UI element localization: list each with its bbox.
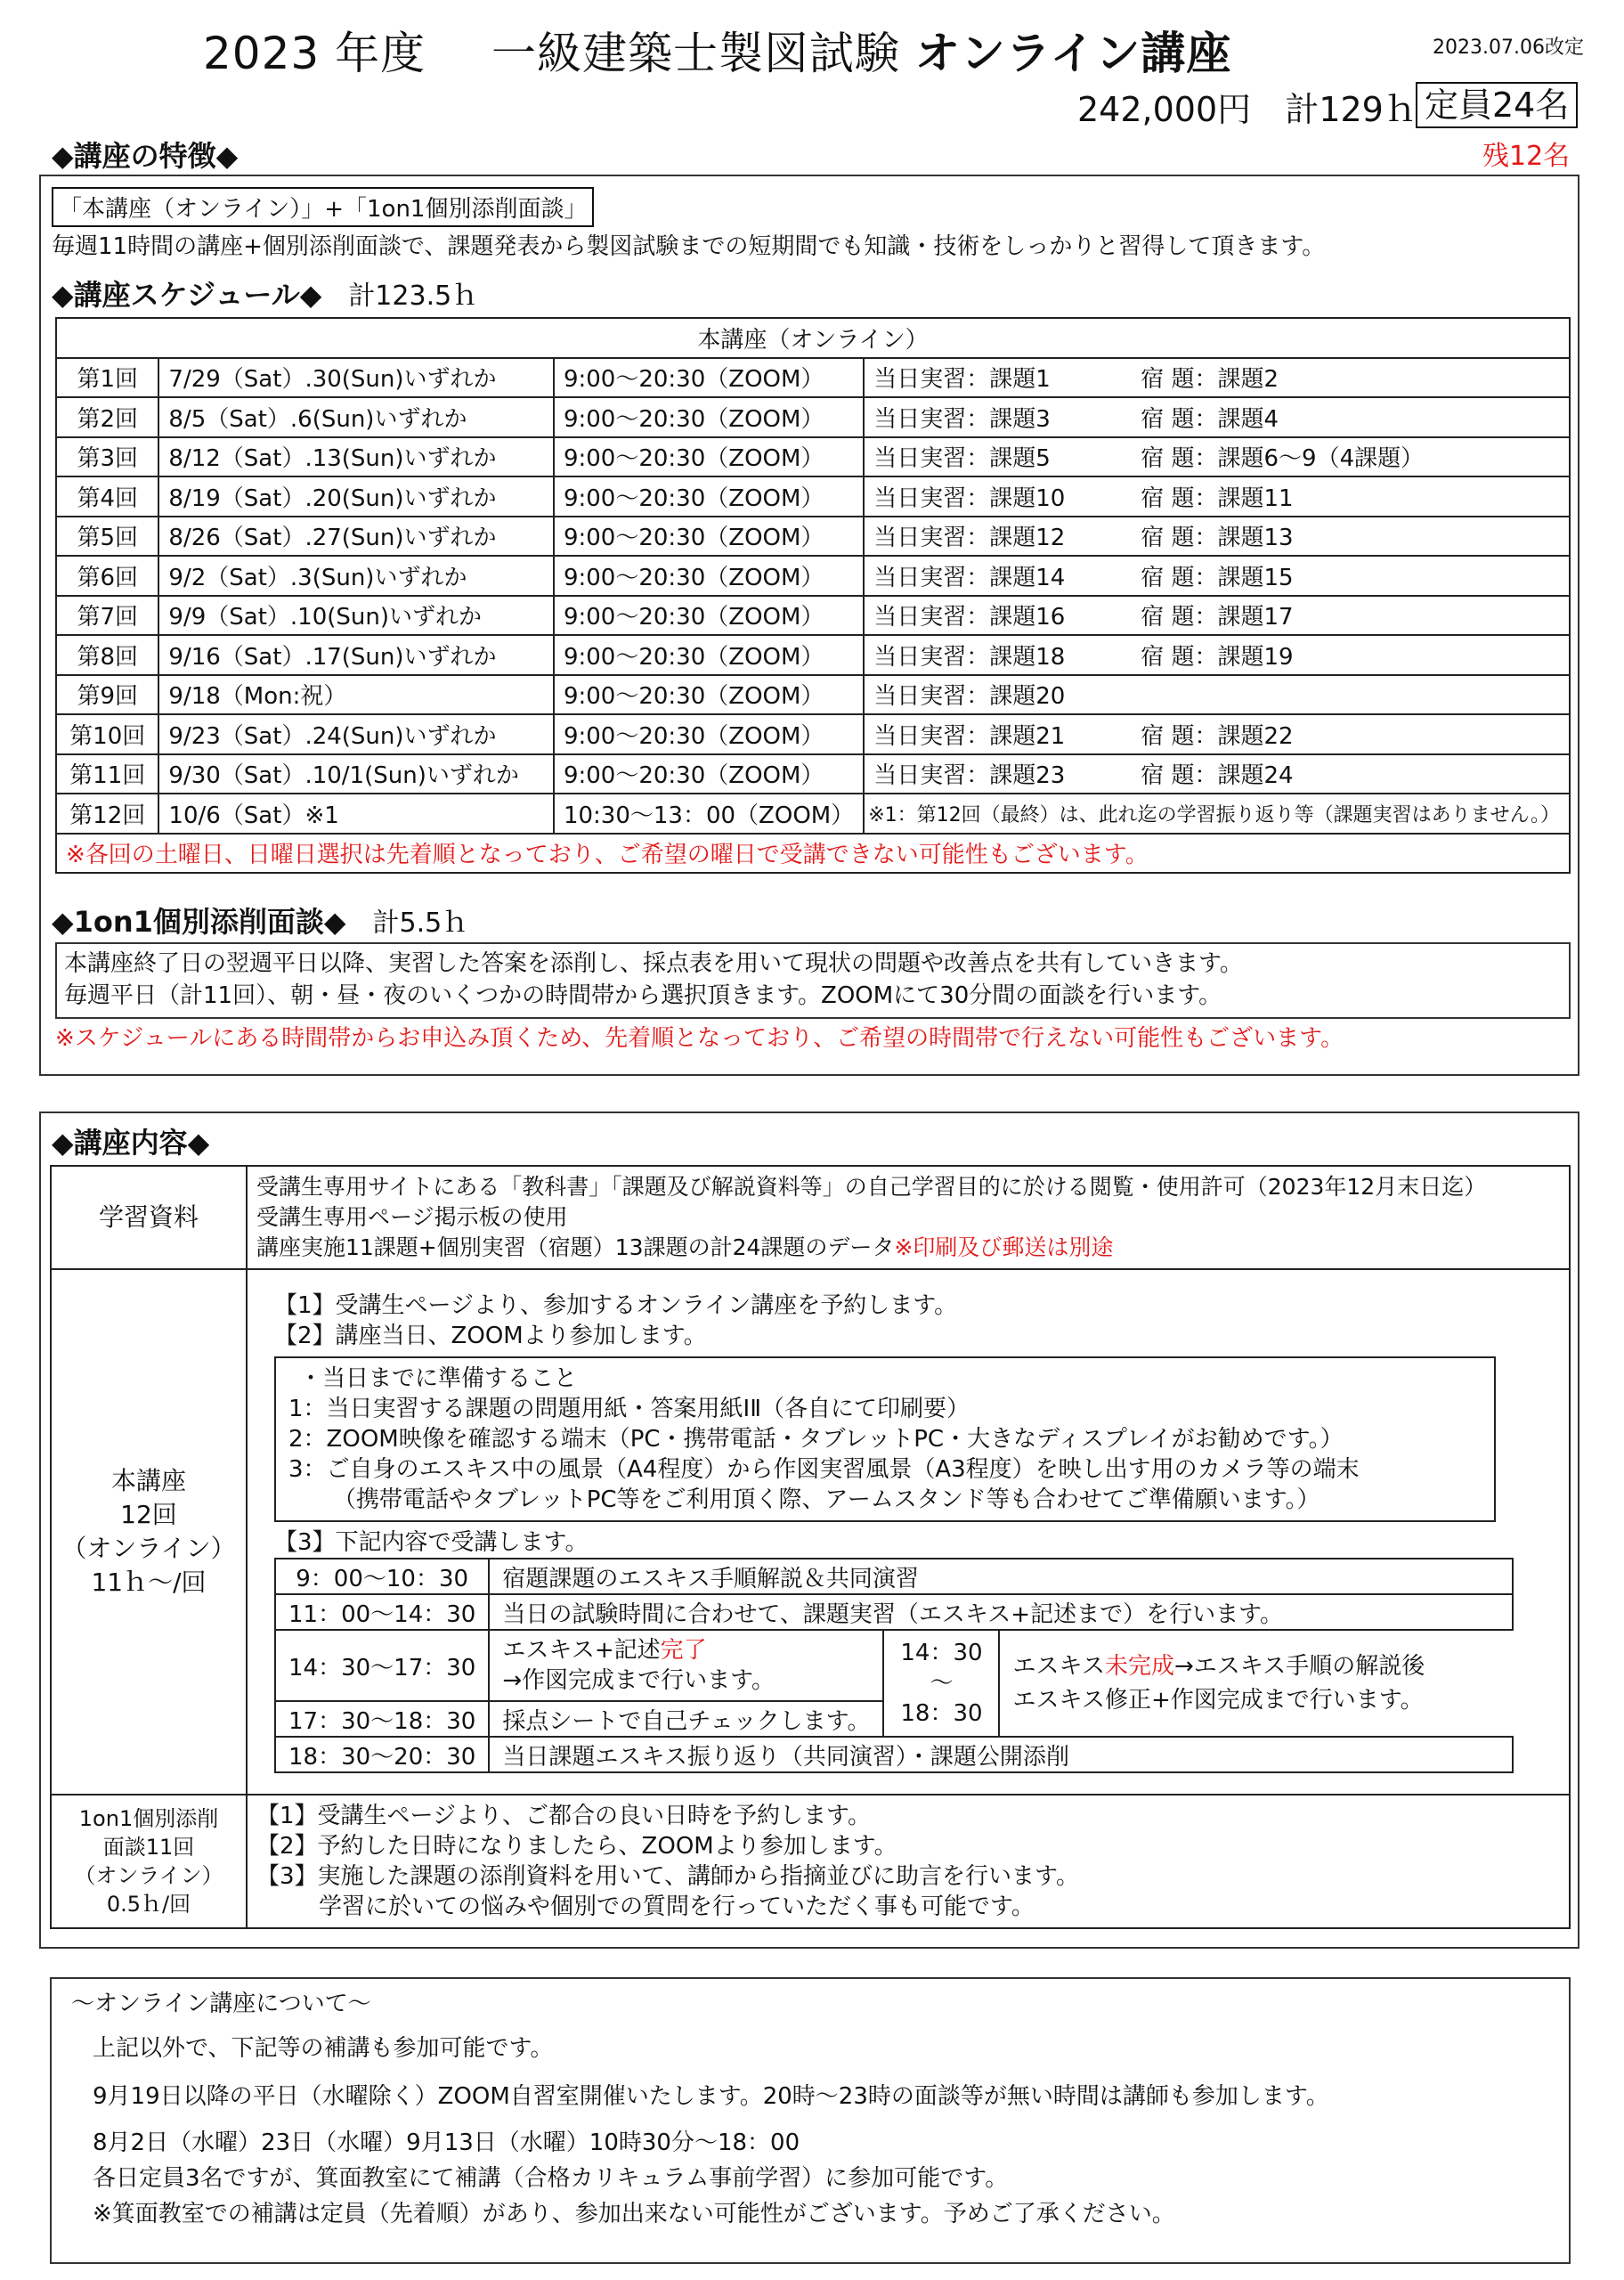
flow-time-2: 11：00～14：30 xyxy=(275,1594,489,1630)
one-on-one-line1: 本講座終了日の翌週平日以降、実習した答案を添削し、採点表を用いて現状の問題や改善点を共有していきます。 xyxy=(64,950,1243,977)
schedule-no: 第4回 xyxy=(56,476,158,517)
about-line1: 上記以外で、下記等の補講も参加可能です。 xyxy=(93,2035,554,2062)
flow-alt-a: エスキス xyxy=(1012,1653,1105,1680)
individual-label-1: 1on1個別添削 xyxy=(78,1806,219,1831)
main-course-row xyxy=(51,1269,1570,1795)
individual-row xyxy=(51,1795,1570,1928)
schedule-homework: 宿 題：課題4 xyxy=(1141,405,1279,433)
schedule-homework: 宿 題：課題11 xyxy=(1141,484,1294,512)
schedule-date: 10/6（Sat）※1 xyxy=(158,794,554,834)
schedule-homework: 宿 題：課題2 xyxy=(1141,366,1279,394)
flow-table xyxy=(274,1558,1514,1773)
one-on-one-note: ※スケジュールにある時間帯からお申込み頂くため、先着順となっており、ご希望の時間帯で行えない可能性もございます。 xyxy=(55,1025,1344,1052)
schedule-date: 9/23（Sat）.24(Sun)いずれか xyxy=(158,714,554,754)
schedule-tasks xyxy=(864,517,1570,557)
schedule-time: 9:00～20:30（ZOOM） xyxy=(554,517,864,557)
page-title xyxy=(203,18,1231,82)
features-tag: 「本講座（オンライン）」+「1on1個別添削面談」 xyxy=(52,187,594,227)
schedule-tasks xyxy=(864,556,1570,596)
prep-item2: 2：ZOOM映像を確認する端末（PC・携帯電話・タブレットPC・大きなディスプレイがお勧めです。） xyxy=(288,1426,1344,1453)
revision-date: 2023.07.06改定 xyxy=(1433,37,1584,59)
schedule-row xyxy=(56,714,1570,754)
main-step1: 【1】受講生ページより、参加するオンライン講座を予約します。 xyxy=(274,1292,958,1319)
schedule-date: 8/26（Sat）.27(Sun)いずれか xyxy=(158,517,554,557)
one-on-one-line2: 毎週平日（計11回）、朝・昼・夜のいくつかの時間帯から選択頂きます。ZOOMにて30分間の面談を行います。 xyxy=(64,982,1222,1009)
schedule-tasks xyxy=(864,358,1570,398)
flow-desc-3b: →作図完成まで行います。 xyxy=(502,1667,775,1694)
prep-item1: 1：当日実習する課題の問題用紙・答案用紙ⅠⅡ（各自にて印刷要） xyxy=(288,1396,970,1422)
schedule-date: 9/2（Sat）.3(Sun)いずれか xyxy=(158,556,554,596)
contents-table xyxy=(50,1165,1571,1929)
materials-line3 xyxy=(256,1233,1560,1263)
schedule-time: 9:00～20:30（ZOOM） xyxy=(554,635,864,675)
features-heading: ◆講座の特徴◆ xyxy=(52,134,243,175)
individual-body xyxy=(247,1795,1570,1928)
schedule-time: 9:00～20:30（ZOOM） xyxy=(554,675,864,715)
about-line4: 各日定員3名ですが、箕面教室にて補講（合格カリキュラム事前学習）に参加可能です。 xyxy=(93,2165,1009,2192)
flow-time-1: 9：00～10：30 xyxy=(275,1559,489,1594)
schedule-no: 第12回 xyxy=(56,794,158,834)
materials-row xyxy=(51,1166,1570,1269)
schedule-practice: 当日実習：課題12 xyxy=(873,525,1066,552)
price: 242,000円 xyxy=(1077,90,1252,129)
flow-alt-time xyxy=(883,1630,999,1737)
about-line3: 8月2日（水曜）23日（水曜）9月13日（水曜）10時30分～18：00 xyxy=(93,2129,800,2156)
schedule-no: 第11回 xyxy=(56,754,158,794)
schedule-tasks xyxy=(864,714,1570,754)
about-line2: 9月19日以降の平日（水曜除く）ZOOM自習室開催いたします。20時～23時の面談等が無い時間は講師も参加します。 xyxy=(93,2083,1329,2110)
main-label-3: （オンライン） xyxy=(61,1534,236,1563)
schedule-practice: 当日実習：課題23 xyxy=(873,762,1066,790)
flow-alt-incomplete: 未完成 xyxy=(1104,1653,1174,1680)
schedule-no: 第8回 xyxy=(56,635,158,675)
schedule-practice: 当日実習：課題21 xyxy=(873,722,1066,750)
schedule-row xyxy=(56,556,1570,596)
flow-time-3: 14：30～17：30 xyxy=(275,1630,489,1701)
schedule-no: 第7回 xyxy=(56,596,158,636)
main-step2: 【2】講座当日、ZOOMより参加します。 xyxy=(274,1323,707,1349)
individual-label-2: 面談11回 xyxy=(102,1835,195,1860)
schedule-homework: 宿 題：課題22 xyxy=(1141,722,1294,750)
total-hours: 計129ｈ xyxy=(1285,90,1417,129)
schedule-heading xyxy=(52,273,478,314)
schedule-practice: 当日実習：課題14 xyxy=(873,564,1066,591)
schedule-practice: 当日実習：課題5 xyxy=(873,445,1051,473)
schedule-date: 9/16（Sat）.17(Sun)いずれか xyxy=(158,635,554,675)
schedule-homework: 宿 題：課題24 xyxy=(1141,762,1294,790)
flow-desc-3 xyxy=(489,1630,883,1701)
prep-item3-note: （携帯電話やタブレットPC等をご利用頂く際、アームスタンド等も合わせてご準備願います。） xyxy=(333,1486,1320,1513)
schedule-homework: 宿 題：課題6～9（4課題） xyxy=(1141,445,1425,473)
capacity-badge: 定員24名 xyxy=(1416,82,1578,128)
schedule-practice: 当日実習：課題16 xyxy=(873,604,1066,631)
flow-desc-2: 当日の試験時間に合わせて、課題実習（エスキス+記述まで）を行います。 xyxy=(489,1594,1513,1630)
main-step3: 【3】下記内容で受講します。 xyxy=(274,1529,589,1556)
schedule-row xyxy=(56,517,1570,557)
individual-label xyxy=(51,1795,247,1928)
schedule-tasks xyxy=(864,754,1570,794)
flow-alt-desc xyxy=(999,1630,1513,1737)
flow-alt-time-start: 14：30 xyxy=(900,1640,983,1666)
main-label-2: 12回 xyxy=(120,1500,177,1529)
materials-line2: 受講生専用ページ掲示板の使用 xyxy=(256,1204,568,1230)
about-line5: ※箕面教室での補講は定員（先着順）があり、参加出来ない可能性がございます。予めご了承ください。 xyxy=(93,2201,1175,2227)
schedule-row xyxy=(56,754,1570,794)
schedule-row xyxy=(56,635,1570,675)
one-on-one-heading-text: ◆1on1個別添削面談◆ xyxy=(52,905,346,939)
title-course: 一級建築士製図試験 xyxy=(491,28,900,79)
schedule-date: 8/19（Sat）.20(Sun)いずれか xyxy=(158,476,554,517)
schedule-note: ※各回の土曜日、日曜日選択は先着順となっており、ご希望の曜日で受講できない可能性もございます。 xyxy=(56,834,1570,874)
schedule-date: 9/18（Mon:祝） xyxy=(158,675,554,715)
schedule-practice: 当日実習：課題20 xyxy=(873,683,1066,711)
schedule-header-row xyxy=(56,318,1570,358)
schedule-date: 7/29（Sat）.30(Sun)いずれか xyxy=(158,358,554,398)
title-year: 2023 年度 xyxy=(203,28,426,79)
individual-line3: 【3】実施した課題の添削資料を用いて、講師から指摘並びに助言を行います。 xyxy=(256,1863,1079,1890)
schedule-no: 第1回 xyxy=(56,358,158,398)
schedule-row xyxy=(56,437,1570,477)
schedule-time: 10:30～13：00（ZOOM） xyxy=(554,794,864,834)
flow-row-2 xyxy=(275,1594,1513,1630)
schedule-no: 第10回 xyxy=(56,714,158,754)
schedule-no: 第9回 xyxy=(56,675,158,715)
flow-alt-b: →エスキス手順の解説後 xyxy=(1173,1653,1425,1680)
schedule-time: 9:00～20:30（ZOOM） xyxy=(554,556,864,596)
individual-line2: 【2】予約した日時になりましたら、ZOOMより参加します。 xyxy=(256,1833,897,1860)
schedule-date: 8/12（Sat）.13(Sun)いずれか xyxy=(158,437,554,477)
flow-desc-4: 採点シートで自己チェックします。 xyxy=(489,1701,883,1737)
schedule-heading-text: ◆講座スケジュール◆ xyxy=(52,278,322,312)
schedule-homework: 宿 題：課題13 xyxy=(1141,525,1294,552)
schedule-row xyxy=(56,794,1570,834)
schedule-tasks xyxy=(864,675,1570,715)
title-online: オンライン講座 xyxy=(914,28,1232,79)
main-label-4: 11ｈ～/回 xyxy=(91,1568,207,1597)
materials-line3-text: 講座実施11課題+個別実習（宿題）13課題の計24課題のデータ xyxy=(256,1234,895,1260)
schedule-practice: 当日実習：課題3 xyxy=(873,405,1051,433)
schedule-practice: 当日実習：課題18 xyxy=(873,643,1066,671)
schedule-date: 8/5（Sat）.6(Sun)いずれか xyxy=(158,397,554,437)
schedule-table xyxy=(55,317,1571,874)
schedule-tasks xyxy=(864,437,1570,477)
main-course-label xyxy=(51,1269,247,1795)
schedule-row xyxy=(56,397,1570,437)
individual-line4: 学習に於いての悩みや個別での質問を行っていただく事も可能です。 xyxy=(319,1893,1035,1920)
flow-row-3 xyxy=(275,1630,1513,1701)
schedule-hours: 計123.5ｈ xyxy=(348,281,479,312)
schedule-tasks xyxy=(864,596,1570,636)
schedule-time: 9:00～20:30（ZOOM） xyxy=(554,714,864,754)
individual-line1: 【1】受講生ページより、ご都合の良い日時を予約します。 xyxy=(256,1803,871,1829)
about-title: ～オンライン講座について～ xyxy=(71,1991,371,2017)
remaining-seats: 残12名 xyxy=(1482,141,1571,172)
materials-line3-note: ※印刷及び郵送は別途 xyxy=(894,1234,1114,1260)
main-course-body xyxy=(247,1269,1570,1795)
schedule-tasks xyxy=(864,397,1570,437)
schedule-practice: 当日実習：課題1 xyxy=(873,366,1051,394)
prep-item3: 3：ご自身のエスキス中の風景（A4程度）から作図実習風景（A3程度）を映し出す用のカメラ等の端末 xyxy=(288,1456,1360,1483)
flow-alt-time-end: 18：30 xyxy=(900,1700,983,1727)
contents-heading: ◆講座内容◆ xyxy=(52,1126,210,1160)
individual-label-4: 0.5ｈ/回 xyxy=(106,1892,191,1917)
main-label-1: 本講座 xyxy=(110,1466,186,1495)
schedule-tasks xyxy=(864,635,1570,675)
schedule-row xyxy=(56,476,1570,517)
flow-alt-c: エスキス修正+作図完成まで行います。 xyxy=(1012,1687,1424,1714)
schedule-no: 第2回 xyxy=(56,397,158,437)
flow-desc-1: 宿題課題のエスキス手順解説＆共同演習 xyxy=(489,1559,1513,1594)
schedule-date: 9/30（Sat）.10/1(Sun)いずれか xyxy=(158,754,554,794)
price-line xyxy=(1077,82,1417,131)
schedule-time: 9:00～20:30（ZOOM） xyxy=(554,358,864,398)
schedule-time: 9:00～20:30（ZOOM） xyxy=(554,476,864,517)
features-description: 毎週11時間の講座+個別添削面談で、課題発表から製図試験までの短期間でも知識・技術をしっかりと習得して頂きます。 xyxy=(52,233,1326,260)
flow-desc-3-complete: 完了 xyxy=(660,1637,707,1664)
schedule-row xyxy=(56,596,1570,636)
flow-time-5: 18：30～20：30 xyxy=(275,1737,489,1772)
schedule-note-row xyxy=(56,834,1570,874)
schedule-time: 9:00～20:30（ZOOM） xyxy=(554,754,864,794)
flow-desc-3a: エスキス+記述 xyxy=(502,1637,661,1664)
flow-desc-5: 当日課題エスキス振り返り（共同演習）・課題公開添削 xyxy=(489,1737,1513,1772)
one-on-one-hours: 計5.5ｈ xyxy=(372,908,469,939)
schedule-time: 9:00～20:30（ZOOM） xyxy=(554,397,864,437)
schedule-time: 9:00～20:30（ZOOM） xyxy=(554,596,864,636)
schedule-table-header: 本講座（オンライン） xyxy=(56,318,1570,358)
schedule-row xyxy=(56,675,1570,715)
schedule-no: 第3回 xyxy=(56,437,158,477)
flow-row-5 xyxy=(275,1737,1513,1772)
materials-label: 学習資料 xyxy=(51,1166,247,1269)
schedule-practice: 当日実習：課題10 xyxy=(873,484,1066,512)
schedule-homework: 宿 題：課題17 xyxy=(1141,604,1294,631)
one-on-one-heading xyxy=(52,900,468,940)
schedule-no: 第6回 xyxy=(56,556,158,596)
schedule-time: 9:00～20:30（ZOOM） xyxy=(554,437,864,477)
schedule-homework: 宿 題：課題19 xyxy=(1141,643,1294,671)
schedule-practice: ※1：第12回（最終）は、此れ迄の学習振り返り等（課題実習はありません。） xyxy=(868,803,1560,826)
flow-time-4: 17：30～18：30 xyxy=(275,1701,489,1737)
schedule-tasks xyxy=(864,476,1570,517)
schedule-homework: 宿 題：課題15 xyxy=(1141,564,1294,591)
preparation-box xyxy=(274,1356,1496,1522)
individual-label-3: （オンライン） xyxy=(74,1863,223,1888)
materials-line1: 受講生専用サイトにある「教科書」「課題及び解説資料等」の自己学習目的に於ける閲覧・使用許可（2023年12月末日迄） xyxy=(256,1174,1487,1200)
materials-body xyxy=(247,1166,1570,1269)
flow-alt-time-tilde: ～ xyxy=(930,1670,954,1697)
schedule-date: 9/9（Sat）.10(Sun)いずれか xyxy=(158,596,554,636)
prep-title: ・当日までに準備すること xyxy=(299,1365,578,1392)
schedule-row xyxy=(56,358,1570,398)
schedule-no: 第5回 xyxy=(56,517,158,557)
flow-row-1 xyxy=(275,1559,1513,1594)
schedule-tasks xyxy=(864,794,1570,834)
